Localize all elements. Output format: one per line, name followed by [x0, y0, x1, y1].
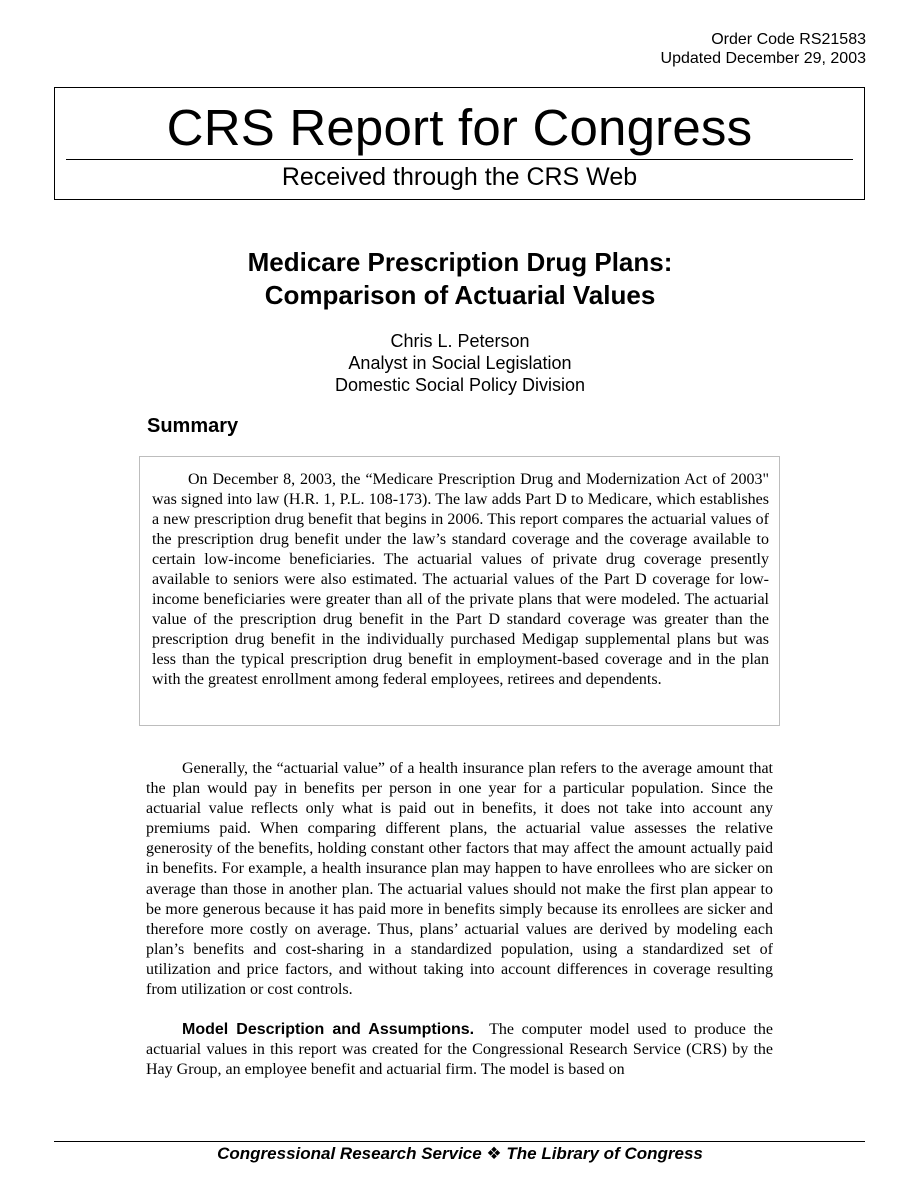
author-block	[0, 330, 920, 396]
author-name: Chris L. Peterson	[390, 331, 530, 351]
footer-text: Congressional Research Service ❖ The Library of Congress	[217, 1144, 703, 1163]
order-code-block	[661, 30, 866, 68]
banner-title: CRS Report for Congress	[166, 99, 753, 156]
title-line-2: Comparison of Actuarial Values	[264, 280, 656, 310]
footer-divider	[54, 1141, 865, 1142]
summary-text: On December 8, 2003, the “Medicare Prescription Drug and Modernization Act of 2003" was signed into law (H.R. 1, P.L. 108-173). The law adds Part D to Medicare, which establishes a new prescription drug benefit that begins in 2006. This report compares the actuarial values of the prescription drug benefit under the law’s standard coverage and the coverage available to certain low-income beneficiaries. The actuarial values of private drug coverage presently available to seniors were also estimated. The actuarial values of the Part D coverage for low-income beneficiaries were greater than all of the private plans that were modeled. The actuarial value of the prescription drug benefit in the Part D standard coverage was greater than the prescription drug benefit in the individually purchased Medigap supplemental plans but was less than the typical prescription drug benefit in employment-based coverage and in the plan with the greatest enrollment among federal employees, retirees and dependents.	[152, 471, 769, 688]
title-line-1: Medicare Prescription Drug Plans:	[247, 247, 673, 277]
banner-divider	[66, 159, 853, 160]
summary-heading: Summary	[147, 415, 239, 437]
updated-date: Updated December 29, 2003	[660, 50, 866, 67]
author-title: Analyst in Social Legislation	[348, 353, 572, 373]
body-paragraph-2-text: The computer model used to produce the actuarial values in this report was created for the Congressional Research Service (CRS) by the Hay Group, an employee benefit and actuarial firm. The model is based on	[146, 1021, 774, 1079]
body-paragraph-2	[146, 1020, 773, 1080]
report-banner	[54, 87, 865, 200]
body-content	[146, 759, 773, 1080]
summary-box	[139, 456, 780, 726]
order-code: Order Code RS21583	[711, 31, 866, 48]
banner-subtitle: Received through the CRS Web	[281, 163, 638, 191]
section-heading-model-description: Model Description and Assumptions.	[182, 1021, 475, 1039]
body-paragraph-1: Generally, the “actuarial value” of a health insurance plan refers to the average amount that the plan would pay in benefits per person in one year for a particular population. Since the actuarial value reflects only what is paid out in benefits, it does not take into account any premiums paid. When comparing different plans, the actuarial value assesses the relative generosity of the benefits, holding constant other factors that may affect the amount actually paid in benefits. For example, a health insurance plan may happen to have enrollees who are sicker on average than those in another plan. The actuarial values should not make the first plan appear to be more generous because it has paid more in benefits simply because its enrollees are sicker and therefore more costly on average. Thus, plans’ actuarial values are derived by modeling each plan’s benefits and cost-sharing in a standardized population, using a standardized set of utilization and price factors, and without taking into account differences in coverage resulting from utilization or cost controls.	[146, 760, 773, 999]
author-division: Domestic Social Policy Division	[334, 375, 586, 395]
page-title	[0, 246, 920, 312]
